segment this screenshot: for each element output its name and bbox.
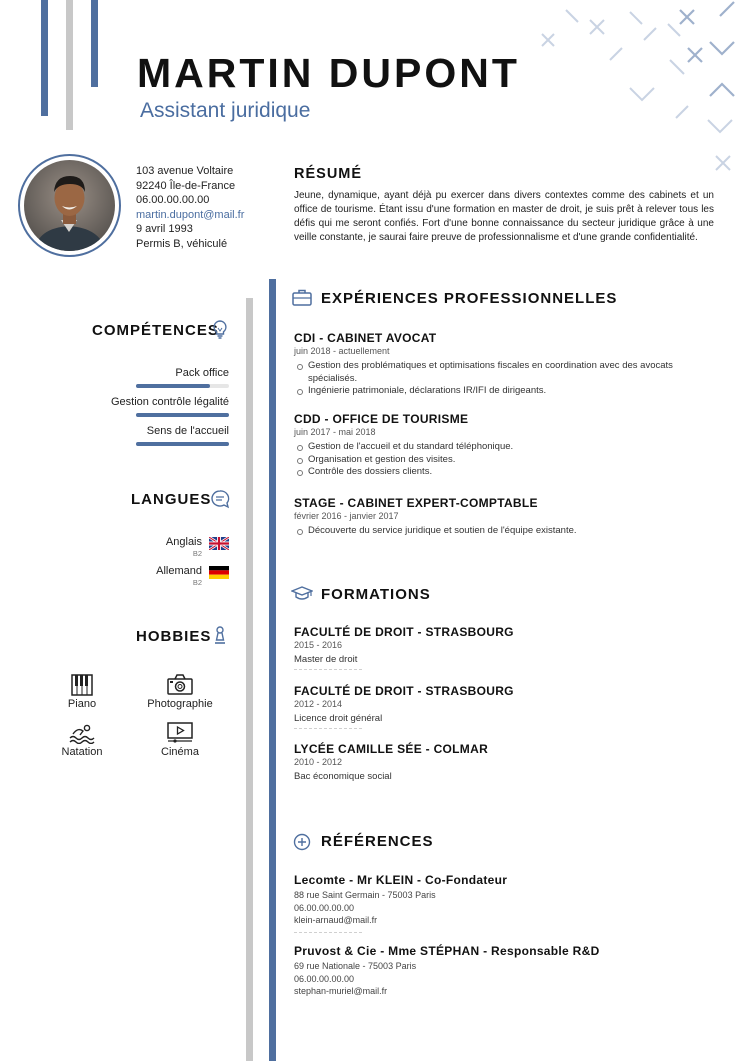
experience-bullet: Contrôle des dossiers clients.	[294, 466, 714, 479]
experience-bullet: Organisation et gestion des visites.	[294, 454, 714, 467]
experience-bullets	[294, 441, 714, 479]
language-level-allemand: B2	[192, 578, 202, 587]
reference-name: Pruvost & Cie - Mme STÉPHAN - Responsable R&D	[294, 944, 600, 958]
lightbulb-icon	[211, 319, 229, 339]
experience-bullets	[294, 360, 714, 398]
plus-circle-icon	[293, 833, 311, 851]
language-name-allemand: Allemand	[156, 565, 202, 577]
decor-bar-grey-1	[66, 0, 73, 130]
skill-bar-pack-office	[136, 384, 229, 388]
formation-detail: Licence droit général	[294, 713, 383, 724]
reference-item	[294, 944, 714, 998]
experience-date: juin 2017 - mai 2018	[294, 427, 376, 437]
hobby-piano	[37, 674, 127, 710]
experience-title: CDD - OFFICE DE TOURISME	[294, 412, 469, 426]
skill-label-pack-office: Pack office	[175, 367, 229, 379]
person-photo-icon	[24, 160, 115, 251]
reference-email[interactable]: klein-arnaud@mail.fr	[294, 915, 378, 925]
language-name-anglais: Anglais	[165, 536, 202, 548]
experience-bullet: Gestion de l'accueil et du standard téléphonique.	[294, 441, 714, 454]
formation-title: FACULTÉ DE DROIT - STRASBOURG	[294, 625, 514, 639]
skills-heading: COMPÉTENCES	[92, 322, 219, 339]
hobby-label: Photographie	[147, 698, 213, 710]
candidate-job-title: Assistant juridique	[140, 99, 311, 122]
skill-fill	[136, 384, 210, 388]
reference-email[interactable]: stephan-muriel@mail.fr	[294, 986, 388, 996]
experience-bullets	[294, 525, 714, 538]
experience-item	[294, 331, 714, 398]
experience-title: CDI - CABINET AVOCAT	[294, 331, 437, 345]
reference-phone: 06.00.00.00.00	[294, 973, 355, 984]
uk-flag-icon	[209, 537, 229, 550]
hobby-natation	[37, 722, 127, 758]
reference-address: 69 rue Nationale - 75003 Paris	[294, 961, 417, 971]
column-divider-blue	[269, 279, 276, 1061]
skill-bar-gestion-controle	[136, 413, 229, 417]
profile-photo	[18, 154, 121, 257]
reference-name: Lecomte - Mr KLEIN - Co-Fondateur	[294, 873, 508, 887]
formations-heading: FORMATIONS	[321, 586, 431, 603]
formation-date: 2012 - 2014	[294, 699, 343, 709]
german-flag-icon	[209, 566, 229, 579]
reference-separator	[294, 932, 362, 933]
chess-pawn-icon	[212, 625, 228, 645]
hobby-cinema	[135, 722, 225, 758]
graduation-cap-icon	[291, 586, 313, 602]
reference-phone: 06.00.00.00.00	[294, 902, 355, 913]
piano-icon	[71, 674, 93, 696]
formation-title: LYCÉE CAMILLE SÉE - COLMAR	[294, 742, 489, 756]
experiences-heading: EXPÉRIENCES PROFESSIONNELLES	[321, 290, 618, 307]
experience-date: février 2016 - janvier 2017	[294, 511, 399, 521]
candidate-name: MARTIN DUPONT	[137, 50, 520, 96]
formation-separator	[294, 728, 362, 729]
hobby-label: Natation	[61, 746, 103, 758]
hobbies-heading: HOBBIES	[136, 628, 212, 645]
video-screen-icon	[167, 722, 193, 744]
hobby-label: Piano	[67, 698, 97, 710]
experience-title: STAGE - CABINET EXPERT-COMPTABLE	[294, 496, 538, 510]
skill-label-accueil: Sens de l'accueil	[146, 425, 229, 437]
language-level-anglais: B2	[192, 549, 202, 558]
formation-item	[294, 625, 714, 670]
contact-phone: 06.00.00.00.00	[136, 194, 210, 206]
contact-license: Permis B, véhiculé	[136, 237, 228, 250]
skill-fill	[136, 413, 229, 417]
formation-date: 2015 - 2016	[294, 640, 343, 650]
contact-block	[136, 164, 244, 251]
languages-heading: LANGUES	[131, 491, 212, 508]
experience-bullet: Gestion des problématiques et optimisations fiscales en coordination avec des avocats spécialisés.	[294, 360, 714, 385]
contact-birthdate: 9 avril 1993	[136, 223, 193, 235]
camera-icon	[167, 674, 193, 696]
formation-item	[294, 684, 714, 729]
formation-item	[294, 742, 714, 782]
skill-bar-accueil	[136, 442, 229, 446]
contact-address: 103 avenue Voltaire	[136, 165, 234, 177]
briefcase-icon	[292, 289, 312, 306]
references-heading: RÉFÉRENCES	[321, 833, 434, 850]
contact-email[interactable]: martin.dupont@mail.fr	[136, 208, 245, 221]
resume-text: Jeune, dynamique, ayant déjà pu exercer dans divers contextes comme des cabinets et un office de tourisme. Étant issu d'une formation en master de droit, je suis prêt à relever tous les défis qui me seront confiés. Fort d'une bonne connaissance du secteur juridique grâce à une veille constante, je saurai faire preuve de professionnalisme et d'une grande confidentialité.	[294, 190, 714, 243]
formation-title: FACULTÉ DE DROIT - STRASBOURG	[294, 684, 514, 698]
experience-item	[294, 412, 714, 479]
experience-date: juin 2018 - actuellement	[294, 346, 390, 356]
decor-chevrons	[530, 0, 750, 180]
speech-bubble-icon	[210, 489, 230, 509]
hobby-label: Cinéma	[161, 746, 199, 758]
resume-heading: RÉSUMÉ	[294, 166, 363, 182]
hobby-photographie	[135, 674, 225, 710]
formation-date: 2010 - 2012	[294, 757, 343, 767]
reference-item	[294, 873, 714, 933]
skill-fill	[136, 442, 229, 446]
contact-city: 92240 Île-de-France	[136, 179, 236, 192]
experience-bullet: Découverte du service juridique et soutien de l'équipe existante.	[294, 525, 714, 538]
decor-bar-blue-1	[41, 0, 48, 116]
experience-item	[294, 496, 714, 538]
formation-detail: Bac économique social	[294, 771, 392, 782]
column-divider-grey	[246, 298, 253, 1061]
swimmer-icon	[69, 722, 95, 744]
decor-bar-blue-2	[91, 0, 98, 87]
experience-bullet: Ingénierie patrimoniale, déclarations IR/IFI de dirigeants.	[294, 385, 714, 398]
skill-label-gestion-controle: Gestion contrôle légalité	[110, 396, 229, 408]
reference-address: 88 rue Saint Germain - 75003 Paris	[294, 890, 436, 900]
formation-detail: Master de droit	[294, 654, 358, 665]
formation-separator	[294, 669, 362, 670]
